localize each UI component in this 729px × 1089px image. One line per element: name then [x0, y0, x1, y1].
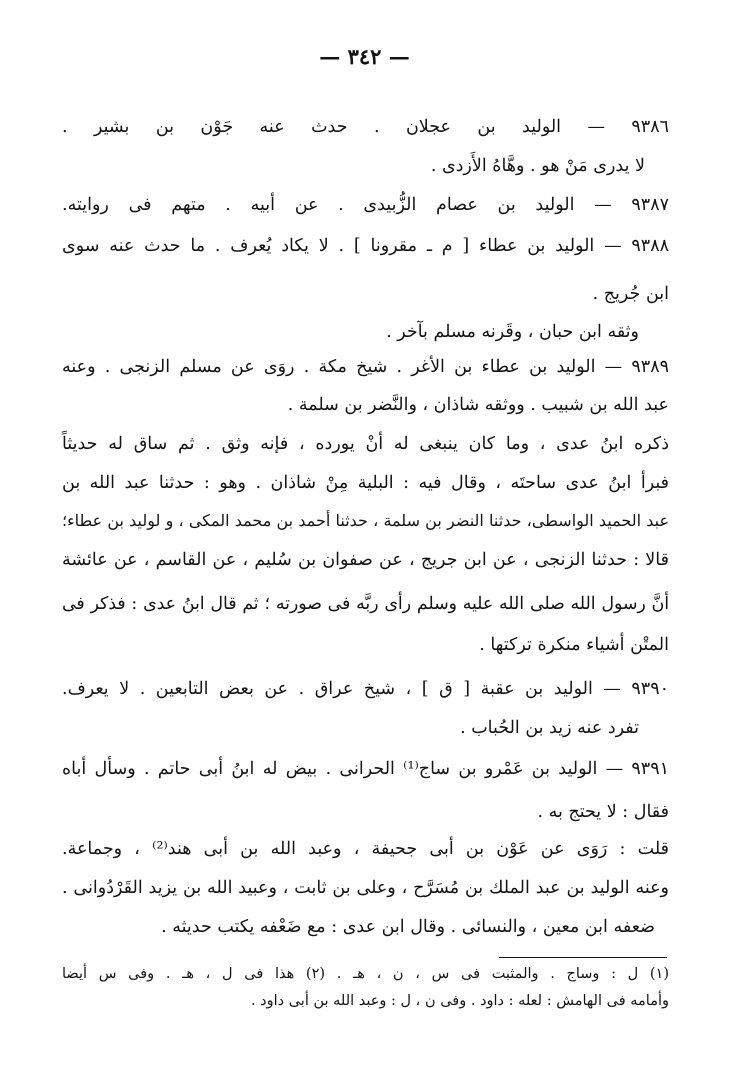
footnote-line-2: وأمامه فى الهامش : لعله : داود . وفى ن ، ل : وعبد الله بن أبى داود .	[250, 993, 669, 1009]
entry-9390-line-2: تفرد عنه زيد بن الحُباب .	[460, 718, 639, 738]
entry-9391-line-2: فقال : لا يحتج به .	[537, 802, 669, 822]
entry-9386-note: لا يدرى مَنْ هو . وهَّاهُ الأَزدى .	[430, 156, 645, 176]
entry-9389-line-8: المتْن أشياء منكرة تركتها .	[479, 635, 669, 655]
entry-9386-line: ٩٣٨٦ — الوليد بن عجلان . حدث عنه جَوْن بن بشير .	[62, 117, 669, 137]
entry-9389-line-1: ٩٣٨٩ — الوليد بن عطاء بن الأغر . شيخ مكة . روَى عن مسلم الزنجى . وعنه	[62, 357, 669, 377]
entry-9389-line-2: عبد الله بن شبيب . ووثقه شاذان ، والنَّضر بن سلمة .	[287, 395, 669, 415]
page-number: — ٣٤٢ —	[319, 44, 410, 69]
footnote-divider	[499, 957, 667, 958]
entry-9388-line-2: ابن جُريج .	[592, 284, 669, 304]
entry-9389-line-4: فبرأ ابنُ عدى ساحتَه ، وقال فيه : البلية مِنْ شاذان . وهو : حدثنا عبد الله بن	[62, 473, 669, 493]
comment-line-2: وعنه الوليد بن عبد الملك بن مُسَرَّح ، وعلى بن ثابت ، وعبيد الله بن يزيد القَرْدُوانى .	[62, 878, 669, 898]
entry-9388-line-1: ٩٣٨٨ — الوليد بن عطاء [ م ـ مقرونا ] . لا يكاد يُعرف . ما حدث عنه سوى	[62, 236, 669, 256]
entry-9389-line-7: أنَّ رسول الله صلى الله عليه وسلم رأى ربَّه فى صورته ؛ ثم قال ابنُ عدى : فذكر فى	[62, 594, 669, 614]
comment-line-1: قلت : رَوَى عن عَوْن بن أبى جحيفة ، وعبد الله بن أبى هند⁽²⁾ ، وجماعة.	[62, 839, 669, 859]
entry-9389-line-3: ذكره ابنُ عدى ، وما كان ينبغى له أنْ يورده ، فإنه وثق . ثم ساق له حديثاً	[62, 434, 669, 454]
entry-9389-line-6: قالا : حدثنا الزنجى ، عن ابن جريج ، عن صفوان بن سُليم ، عن القاسم ، عن عائشة	[62, 550, 669, 570]
entry-9387: ٩٣٨٧ — الوليد بن عصام الزُّبيدى . عن أبيه . متهم فى روايته.	[62, 195, 669, 215]
entry-9389-line-5: عبد الحميد الواسطى، حدثنا النضر بن سلمة ، حدثنا أحمد بن محمد المكى ، و لوليد بن عطاء؛	[62, 511, 669, 530]
entry-9391-line-1: ٩٣٩١ — الوليد بن عَمْرو بن ساج⁽¹⁾ الحرانى . بيض له ابنُ أبى حاتم . وسأل أباه	[62, 759, 669, 779]
footnote-line-1: (١) ل : وساج . والمثبت فى س ، ن ، هـ . (٢) هذا فى ل ، هـ . وفى س أيضا	[62, 966, 669, 982]
entry-9390-line-1: ٩٣٩٠ — الوليد بن عقبة [ ق ] ، شيخ عراق . عن بعض التابعين . لا يعرف.	[62, 679, 669, 699]
comment-line-3: ضعفه ابن معين ، والنسائى . وقال ابن عدى : مع ضَعْفه يكتب حديثه .	[161, 917, 655, 937]
entry-9388-note: وثقه ابن حبان ، وقَرنه مسلم بآخر .	[386, 322, 639, 342]
